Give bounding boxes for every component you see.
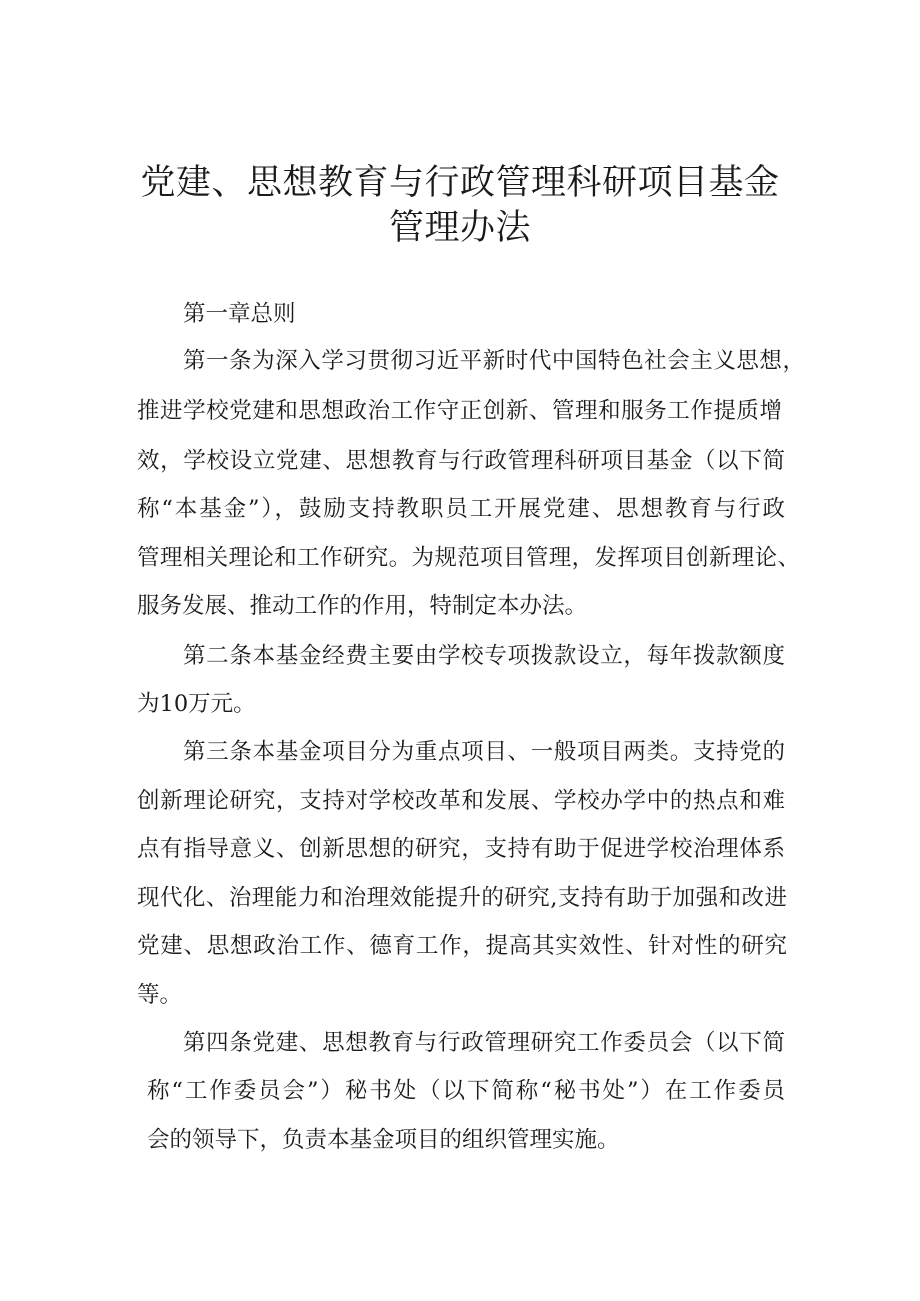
- article-1-line-4: 称“本基金”），鼓励支持教职员工开展党建、思想教育与行政: [137, 496, 785, 522]
- chapter-heading: 第一章总则: [183, 301, 296, 327]
- article-3-line-5: 党建、思想政治工作、德育工作，提高其实效性、针对性的研究: [137, 933, 787, 959]
- article-1-line-5: 管理相关理论和工作研究。为规范项目管理，发挥项目创新理论、: [137, 545, 800, 571]
- article-1-line-1: 第一条为深入学习贯彻习近平新时代中国特色社会主义思想，: [183, 348, 805, 374]
- article-2-line-2: 为10万元。: [137, 691, 256, 717]
- article-1-line-3: 效，学校设立党建、思想教育与行政管理科研项目基金（以下简: [137, 448, 785, 474]
- article-3-line-3: 点有指导意义、创新思想的研究，支持有助于促进学校治理体系: [137, 836, 785, 862]
- article-3-line-4: 现代化、治理能力和治理效能提升的研究,支持有助于加强和改进: [137, 885, 787, 911]
- article-1-line-2: 推进学校党建和思想政治工作守正创新、管理和服务工作提质增: [137, 398, 782, 424]
- article-1-line-6: 服务发展、推动工作的作用，特制定本办法。: [137, 593, 588, 619]
- article-4-line-2: 称“工作委员会”）秘书处（以下简称“秘书处”）在工作委员: [147, 1078, 785, 1104]
- article-3-line-1: 第三条本基金项目分为重点项目、一般项目两类。支持党的: [183, 739, 785, 765]
- article-4-line-1: 第四条党建、思想教育与行政管理研究工作委员会（以下简: [183, 1030, 785, 1056]
- document-title-line-1: 党建、思想教育与行政管理科研项目基金: [140, 163, 780, 203]
- article-4-line-3: 会的领导下，负责本基金项目的组织管理实施。: [147, 1127, 620, 1153]
- article-3-line-6: 等。: [137, 982, 183, 1008]
- article-2-line-1: 第二条本基金经费主要由学校专项拨款设立，每年拨款额度: [183, 643, 785, 669]
- article-3-line-2: 创新理论研究，支持对学校改革和发展、学校办学中的热点和难: [137, 788, 785, 814]
- document-title-line-2: 管理办法: [388, 208, 531, 248]
